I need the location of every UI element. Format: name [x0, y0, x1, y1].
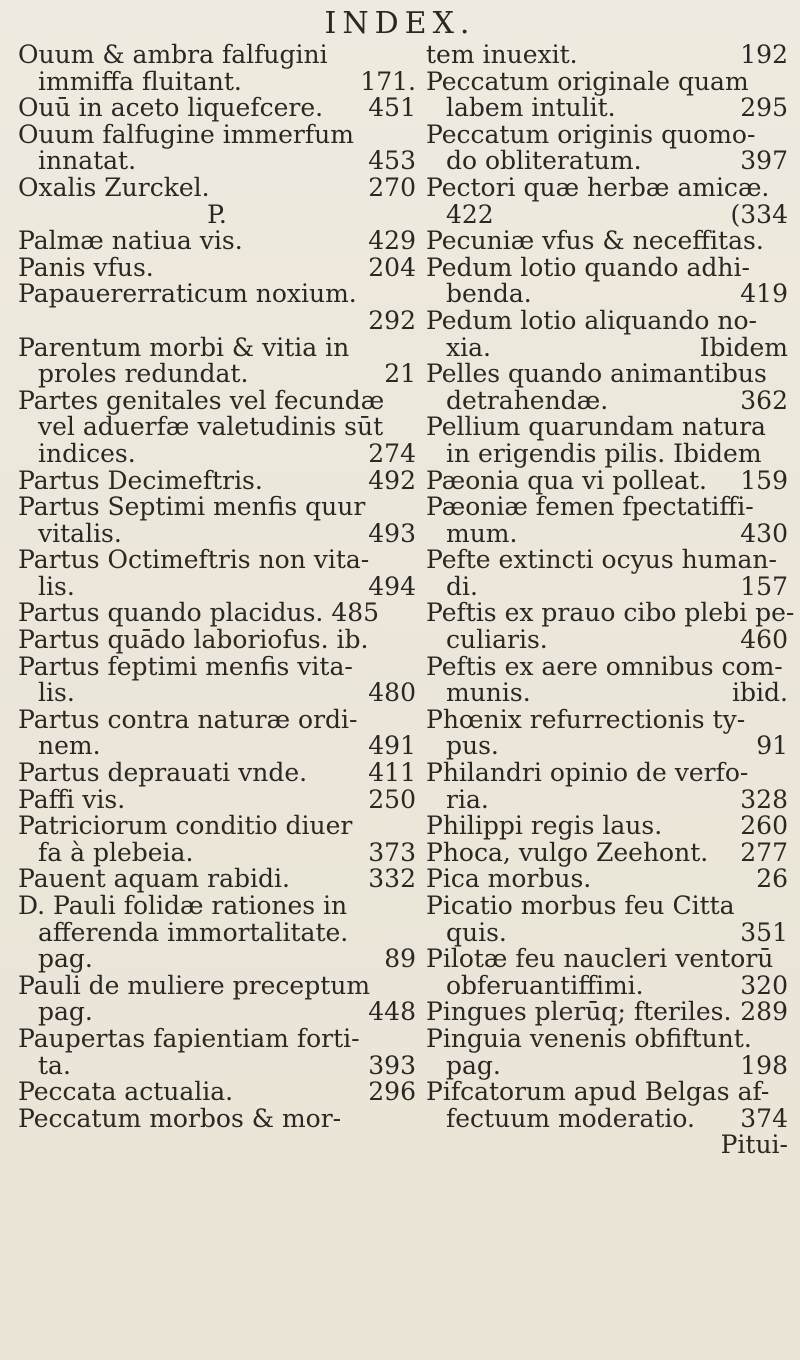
- index-entry: [426, 598, 795, 628]
- page-number: 260: [740, 811, 788, 841]
- page-number: 451: [368, 93, 416, 123]
- entry-text: detrahendæ.: [446, 385, 609, 415]
- entry-text: innatat.: [38, 146, 137, 176]
- page-number: 292: [368, 305, 416, 335]
- entry-text: pag.: [38, 944, 93, 974]
- index-entry: [18, 95, 416, 122]
- page-number: 374: [740, 1103, 788, 1133]
- index-entry: [18, 228, 416, 255]
- index-entry: [426, 361, 788, 388]
- entry-text: di.: [446, 571, 478, 601]
- index-entry: [426, 199, 788, 229]
- index-entry: [426, 547, 788, 574]
- index-entry: [18, 1079, 416, 1106]
- entry-text: Paupertas fapientiam forti-: [18, 1023, 360, 1053]
- index-entry: [426, 414, 788, 441]
- index-entry: [18, 172, 416, 202]
- entry-text: Pica morbus.: [426, 864, 592, 894]
- page-number: ibid.: [732, 678, 788, 708]
- entry-text: Pauli de muliere preceptum: [18, 970, 371, 1000]
- index-entry: [426, 946, 788, 973]
- index-entry: [426, 148, 788, 175]
- index-entry: [18, 494, 416, 521]
- index-entry: [18, 281, 416, 308]
- index-entry: [18, 760, 416, 787]
- index-entry: [426, 837, 788, 867]
- entry-text: tem inuexit.: [426, 40, 578, 69]
- entry-text: xia.: [446, 332, 491, 362]
- index-entry: [18, 866, 416, 893]
- page-number: 26: [756, 864, 788, 894]
- entry-text: D. Pauli folidæ rationes in: [18, 891, 348, 920]
- index-entry: [18, 361, 416, 388]
- index-entry: [426, 465, 788, 495]
- page-number: 373: [368, 837, 416, 867]
- entry-text: Peccatum morbos & mor-: [18, 1103, 342, 1133]
- page-number: 159: [740, 465, 788, 495]
- entry-text: ta.: [38, 1050, 71, 1080]
- entry-text: Phœnix refurrectionis ty-: [426, 704, 746, 734]
- entry-text: in erigendis pilis. Ibidem: [446, 438, 762, 468]
- entry-text: Oxalis Zurckel.: [18, 172, 210, 202]
- index-entry: [426, 385, 788, 415]
- entry-text: munis.: [446, 678, 531, 708]
- page-number: 460: [740, 625, 788, 655]
- page-number: 328: [740, 784, 788, 814]
- entry-text: Paffi vis.: [18, 784, 126, 814]
- index-entry: [426, 733, 788, 760]
- entry-text: Peccatum originale quam: [426, 66, 749, 96]
- entry-text: Pinguia venenis obfiftunt.: [426, 1023, 752, 1053]
- index-entry: [426, 571, 788, 601]
- page-number: 397: [740, 146, 788, 176]
- entry-text: Pedum lotio aliquando no-: [426, 305, 757, 335]
- index-entry: [18, 414, 416, 441]
- entry-text: vel aduerfæ valetudinis sūt: [38, 412, 384, 442]
- entry-text: lis.: [38, 571, 75, 601]
- entry-text: nem.: [38, 731, 101, 761]
- index-entry: [426, 866, 788, 893]
- page-number: 171.: [360, 66, 416, 96]
- page-number: 494: [368, 571, 416, 601]
- index-entry: [426, 228, 788, 255]
- index-entry: [426, 66, 788, 96]
- index-entry: [18, 385, 416, 415]
- entry-text: Partus feptimi menfis vita-: [18, 651, 353, 681]
- page-number: 393: [368, 1050, 416, 1080]
- index-entry: [18, 733, 416, 760]
- index-entry: [18, 893, 416, 920]
- index-entry: [426, 332, 788, 362]
- index-entry: [426, 95, 788, 122]
- index-entry: [18, 305, 416, 335]
- index-entry: [426, 680, 788, 707]
- page-number: 362: [740, 385, 788, 415]
- page-number: 157: [740, 571, 788, 601]
- entry-text: Pæoniæ femen fpectatiffi-: [426, 492, 754, 522]
- page-number: 289: [740, 997, 788, 1027]
- page-number: 332: [368, 864, 416, 894]
- page-number: 274: [368, 438, 416, 468]
- index-entry: [18, 813, 416, 840]
- page-number: 204: [368, 252, 416, 282]
- index-entry: [18, 970, 416, 1000]
- entry-text: Philippi regis laus.: [426, 811, 663, 841]
- page-number: 295: [740, 93, 788, 123]
- entry-text: indices.: [38, 438, 136, 468]
- index-entry: [426, 438, 788, 468]
- index-entry: [18, 999, 416, 1026]
- entry-text: Pedum lotio quando adhi-: [426, 252, 750, 282]
- entry-text: ria.: [446, 784, 489, 814]
- index-entry: [18, 119, 416, 149]
- page-number: 89: [384, 944, 416, 974]
- entry-text: Pilotæ feu naucleri ventorū: [426, 944, 774, 974]
- entry-text: Partus quando placidus. 485: [18, 598, 380, 628]
- index-entry: [426, 1023, 788, 1053]
- index-entry: [426, 893, 788, 920]
- index-entry: [426, 119, 788, 149]
- entry-text: Peccata actualia.: [18, 1077, 234, 1107]
- entry-text: benda.: [446, 279, 532, 309]
- entry-text: proles redundat.: [38, 359, 249, 389]
- index-entry: [426, 305, 788, 335]
- index-entry: [426, 1050, 788, 1080]
- index-entry: [18, 332, 416, 362]
- index-entry: [426, 1103, 788, 1133]
- page-number: 419: [740, 279, 788, 309]
- entry-text: Peccatum originis quomo-: [426, 119, 756, 149]
- entry-text: Pecuniæ vfus & neceffitas.: [426, 226, 764, 256]
- page-number: 453: [368, 146, 416, 176]
- index-entry: [426, 494, 788, 521]
- entry-text: Pauent aquam rabidi.: [18, 864, 290, 894]
- entry-text: Palmæ natiua vis.: [18, 226, 243, 256]
- entry-text: pag.: [38, 997, 93, 1027]
- entry-text: pag.: [446, 1050, 501, 1080]
- entry-text: labem intulit.: [446, 93, 616, 123]
- index-entry: [18, 438, 416, 468]
- page-number: 198: [740, 1050, 788, 1080]
- page-number: 296: [368, 1077, 416, 1107]
- page-number: 493: [368, 518, 416, 548]
- index-entry: [426, 518, 788, 548]
- entry-text: Pelles quando animantibus: [426, 359, 767, 389]
- index-entry: [18, 946, 416, 973]
- page-header: INDEX.: [324, 6, 476, 41]
- index-entry: [426, 784, 788, 814]
- entry-text: Patriciorum conditio diuer: [18, 811, 353, 841]
- index-entry: [18, 518, 416, 548]
- entry-text: Peftis ex aere omnibus com-: [426, 651, 783, 681]
- entry-text: Ouum & ambra falfugini: [18, 40, 328, 69]
- page-number: 430: [740, 518, 788, 548]
- entry-text: Partus quādo laboriofus. ib.: [18, 625, 369, 655]
- entry-text: Pæonia qua vi polleat.: [426, 465, 707, 495]
- entry-text: Pectori quæ herbæ amicæ.: [426, 172, 770, 202]
- entry-text: lis.: [38, 678, 75, 708]
- entry-text: mum.: [446, 518, 518, 548]
- index-entry: [426, 281, 788, 308]
- entry-text: P.: [207, 199, 227, 229]
- entry-text: Pingues plerūq; fteriles.: [426, 997, 732, 1027]
- page-number: 320: [740, 970, 788, 1000]
- entry-text: fa à plebeia.: [38, 837, 194, 867]
- entry-text: Partes genitales vel fecundæ: [18, 385, 385, 415]
- entry-text: Papauererraticum noxium.: [18, 279, 357, 309]
- index-entry: [426, 252, 788, 282]
- index-entry: [426, 704, 788, 734]
- index-entry: [426, 1079, 788, 1106]
- entry-text: immiffa fluitant.: [38, 66, 242, 96]
- index-entry: [18, 837, 416, 867]
- entry-text: Pefte extincti ocyus human-: [426, 545, 777, 575]
- page-number: 250: [368, 784, 416, 814]
- index-entry: [18, 704, 416, 734]
- index-entry: [18, 252, 416, 282]
- left-column: [18, 42, 416, 1132]
- entry-text: Partus deprauati vnde.: [18, 758, 308, 788]
- entry-text: quis.: [446, 917, 507, 947]
- page-number: Ibidem: [699, 332, 788, 362]
- index-entry: [18, 465, 416, 495]
- page-number: 91: [756, 731, 788, 761]
- entry-text: fectuum moderatio.: [446, 1103, 695, 1133]
- index-entry: [18, 917, 416, 947]
- page-number: 192: [740, 40, 788, 69]
- entry-text: Picatio morbus feu Citta: [426, 891, 735, 920]
- page-number: 448: [368, 997, 416, 1027]
- index-entry: [18, 66, 416, 96]
- entry-text: Pellium quarundam natura: [426, 412, 766, 442]
- page-number: (334: [730, 199, 788, 229]
- index-entry: [426, 651, 788, 681]
- index-entry: [18, 651, 416, 681]
- index-entry: [426, 627, 788, 654]
- entry-text: obferuantiffimi.: [446, 970, 644, 1000]
- entry-text: Partus Octimeftris non vita-: [18, 545, 370, 575]
- index-entry: [18, 547, 416, 574]
- index-entry: [18, 571, 416, 601]
- right-column: [426, 40, 795, 1160]
- index-entry: [426, 917, 788, 947]
- index-entry: [18, 199, 416, 229]
- entry-text: Partus contra naturæ ordi-: [18, 704, 358, 734]
- page-number: 429: [368, 226, 416, 256]
- page-number: 270: [368, 172, 416, 202]
- entry-text: Pifcatorum apud Belgas af-: [426, 1077, 770, 1107]
- index-entry: [18, 1023, 416, 1053]
- entry-text: vitalis.: [38, 518, 122, 548]
- entry-text: Philandri opinio de verfo-: [426, 758, 749, 788]
- entry-text: Phoca, vulgo Zeehont.: [426, 837, 709, 867]
- entry-text: Ouū in aceto liquefcere.: [18, 93, 324, 123]
- page-number: 21: [384, 359, 416, 389]
- page-number: Pitui-: [720, 1130, 788, 1160]
- entry-text: do obliteratum.: [446, 146, 642, 176]
- index-entry: [18, 784, 416, 814]
- entry-text: Parentum morbi & vitia in: [18, 332, 350, 362]
- index-entry: [426, 1132, 788, 1159]
- entry-text: pus.: [446, 731, 499, 761]
- entry-text: Ouum falfugine immerfum: [18, 119, 354, 149]
- entry-text: culiaris.: [446, 625, 548, 655]
- page-number: 351: [740, 917, 788, 947]
- entry-text: Peftis ex prauo cibo plebi pe-: [426, 598, 795, 628]
- index-entry: [426, 42, 788, 69]
- entry-text: Panis vfus.: [18, 252, 154, 282]
- index-entry: [18, 1050, 416, 1080]
- index-entry: [426, 172, 788, 202]
- entry-text: afferenda immortalitate.: [38, 917, 349, 947]
- page-number: 492: [368, 465, 416, 495]
- page-number: 491: [368, 731, 416, 761]
- index-entry: [18, 42, 416, 69]
- index-entry: [18, 1103, 416, 1133]
- index-entry: [426, 813, 788, 840]
- page-number: 411: [368, 758, 416, 788]
- page-number: 277: [740, 837, 788, 867]
- index-entry: [426, 760, 788, 787]
- index-entry: [18, 680, 416, 707]
- index-entry: [426, 970, 788, 1000]
- index-entry: [426, 999, 788, 1026]
- page-number: 480: [368, 678, 416, 708]
- entry-text: Partus Decimeftris.: [18, 465, 263, 495]
- entry-text: Partus Septimi menfis quur: [18, 492, 366, 522]
- index-entry: [18, 627, 416, 654]
- entry-text: 422: [446, 199, 494, 229]
- index-entry: [18, 600, 416, 627]
- index-entry: [18, 148, 416, 175]
